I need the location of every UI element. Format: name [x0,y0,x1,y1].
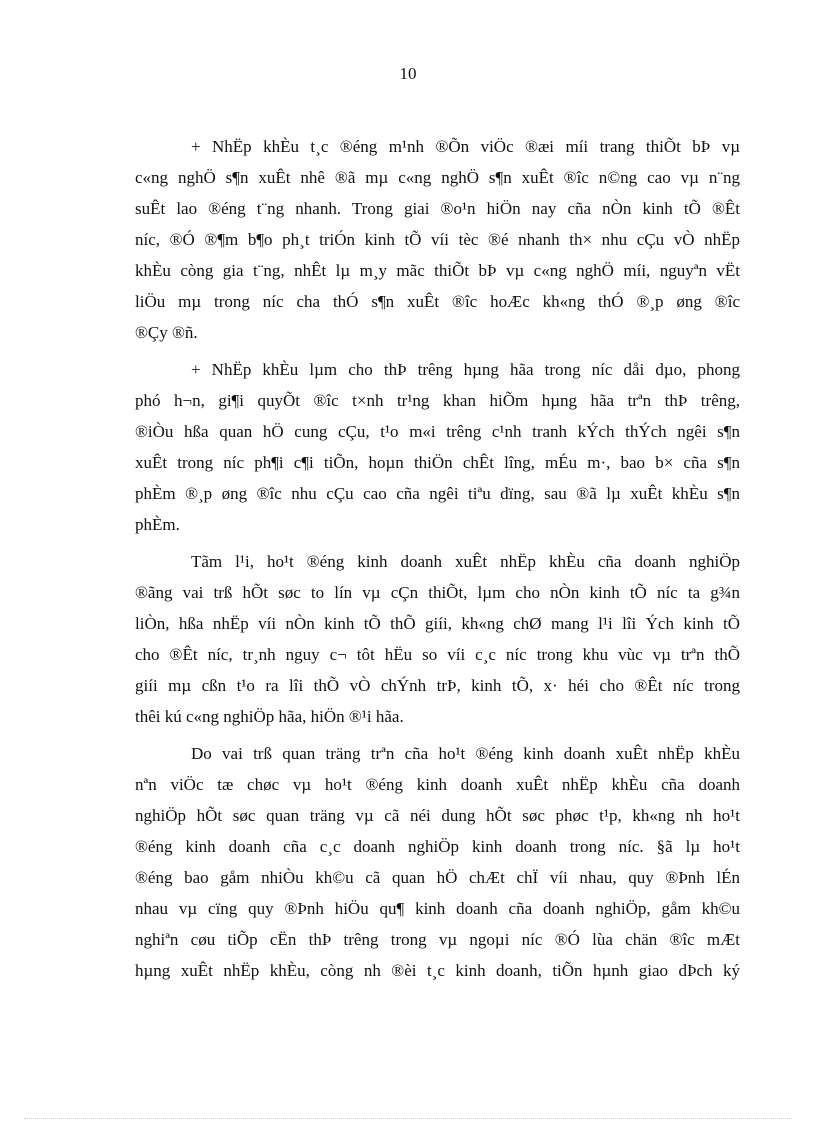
body-text [135,131,740,992]
text-line: ®ãng vai trß hÕt søc to lín vµ cÇn thiÕt, lµm cho nÒn kinh tÕ níc ta g¾n [135,583,740,602]
text-line: phÈm. [135,515,180,534]
text-line: liÒn, hßa nhËp víi nÒn kinh tÕ thÕ giíi, kh«ng chØ mang l¹i lîi Ých kinh tÕ [135,614,740,633]
text-line: hµng xuÊt nhËp khÈu, còng nh ®èi t¸c kinh doanh, tiÕn hµnh giao dÞch ký [135,961,740,980]
text-line: suÊt lao ®éng t¨ng nhanh. Trong giai ®o¹n hiÖn nay cña nÒn kinh tÕ ®Êt [135,199,740,218]
text-line: giíi mµ cßn t¹o ra lîi thÕ vÒ chÝnh trÞ, kinh tÕ, x· héi cho ®Êt níc trong [135,676,740,695]
text-line: liÖu mµ trong níc cha thÓ s¶n xuÊt ®îc hoÆc kh«ng thÓ ®¸p øng ®îc [135,292,740,311]
text-line: + NhËp khÈu t¸c ®éng m¹nh ®Õn viÖc ®æi míi trang thiÕt bÞ vµ [191,137,740,156]
text-line: + NhËp khÈu lµm cho thÞ trêng hµng hãa trong níc dåi dµo, phong [191,360,740,379]
text-line: khÈu còng gia t¨ng, nhÊt lµ m¸y mãc thiÕt bÞ vµ c«ng nghÖ míi, nguyªn vËt [135,261,740,280]
text-line: ®éng bao gåm nhiÒu kh©u cã quan hÖ chÆt chÏ víi nhau, quy ®Þnh lÉn [135,868,740,887]
text-line: Tãm l¹i, ho¹t ®éng kinh doanh xuÊt nhËp khÈu cña doanh nghiÖp [191,552,740,571]
text-line: c«ng nghÖ s¶n xuÊt nhê ®ã mµ c«ng nghÖ s¶n xuÊt ®îc n©ng cao vµ n¨ng [135,168,740,187]
text-line: cho ®Êt níc, tr¸nh nguy c¬ tôt hËu so víi c¸c níc trong khu vùc vµ trªn thÕ [135,645,740,664]
text-line: nghiÖp hÕt søc quan träng vµ cã néi dung hÕt søc phøc t¹p, kh«ng nh ho¹t [135,806,740,825]
text-line: ®iÒu hßa quan hÖ cung cÇu, t¹o m«i trêng c¹nh tranh kÝch thÝch ngêi s¶n [135,422,740,441]
paragraph-import-market [135,354,740,540]
text-line: nghiªn cøu tiÕp cËn thÞ trêng trong vµ ngoµi níc ®Ó lùa chän ®îc mÆt [135,930,740,949]
text-line: Do vai trß quan träng trªn cña ho¹t ®éng kinh doanh xuÊt nhËp khÈu [191,744,740,763]
paragraph-summary [135,546,740,732]
page-bottom-divider [24,1118,792,1119]
text-line: phó h¬n, gi¶i quyÕt ®îc t×nh tr¹ng khan hiÕm hµng hãa trªn thÞ trêng, [135,391,740,410]
text-line: phÈm ®¸p øng ®îc nhu cÇu cao cña ngêi tiªu dïng, sau ®ã lµ xuÊt khÈu s¶n [135,484,740,503]
text-line: nhau vµ cïng quy ®Þnh hiÖu qu¶ kinh doanh cña doanh nghiÖp, gåm kh©u [135,899,740,918]
paragraph-import-technology [135,131,740,348]
text-line: ®Çy ®ñ. [135,323,198,342]
text-line: thêi kú c«ng nghiÖp hãa, hiÖn ®¹i hãa. [135,707,404,726]
text-line: níc, ®Ó ®¶m b¶o ph¸t triÓn kinh tÕ víi tèc ®é nhanh th× nhu cÇu vÒ nhËp [135,230,740,249]
text-line: nªn viÖc tæ chøc vµ ho¹t ®éng kinh doanh xuÊt nhËp khÈu cña doanh [135,775,740,794]
text-line: xuÊt trong níc ph¶i c¶i tiÕn, hoµn thiÖn chÊt lîng, mÉu m·, bao b× cña s¶n [135,453,740,472]
paragraph-organization [135,738,740,986]
text-line: ®éng kinh doanh cña c¸c doanh nghiÖp kinh doanh trong níc. §ã lµ ho¹t [135,837,740,856]
page-number: 10 [399,64,417,83]
